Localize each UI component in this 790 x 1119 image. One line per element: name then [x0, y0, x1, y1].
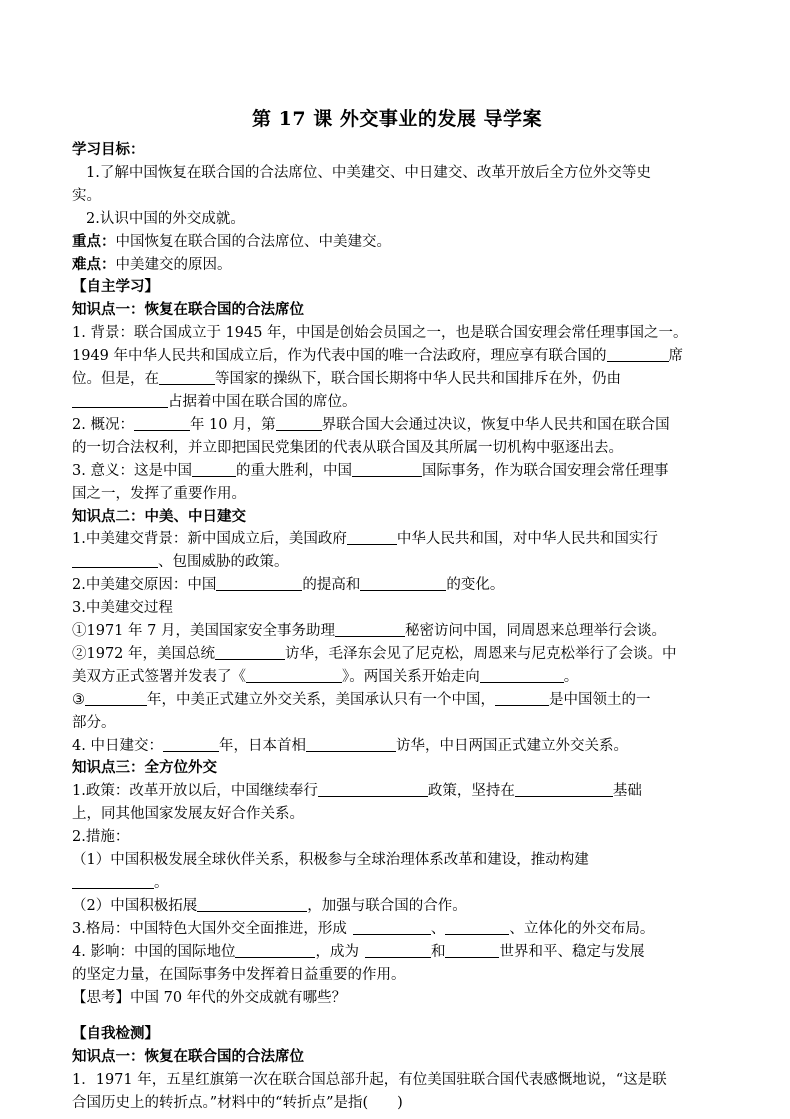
kp3-heading: 知识点三：全方位外交 [72, 759, 217, 777]
kp3-line: 2.措施： [72, 829, 130, 846]
fill-blank[interactable] [495, 690, 549, 706]
kp3-line: 4. 影响：中国的国际地位 ，成为 和 世界和平、稳定与发展 [72, 943, 645, 960]
fill-blank[interactable] [365, 942, 431, 958]
fill-blank[interactable] [445, 942, 499, 958]
objectives-heading: 学习目标： [72, 141, 145, 158]
kp2-line: 、包围威胁的政策。 [72, 551, 722, 574]
self-study-heading: 【自主学习】 [72, 278, 159, 296]
kp2-line: 4. 中日建交： 年，日本首相 访华，中日两国正式建立外交关系。 [72, 737, 628, 754]
fill-blank[interactable] [163, 736, 219, 752]
difficult-point [72, 254, 722, 277]
kp1-line: 的一切合法权利，并立即把国民党集团的代表从联合国及其所属一切机构中驱逐出去。 [72, 439, 623, 456]
page-title: 第 17 课 外交事业的发展 导学案 [252, 108, 542, 130]
self-test-heading: 【自我检测】 [72, 1025, 159, 1043]
question-1: 1．1971 年，五星红旗第一次在联合国总部升起，有位美国驻联合国代表感慨地说，“这是联 [72, 1072, 667, 1089]
kp2-line: ①1971 年 7 月，美国国家安全事务助理 秘密访问中国，同周恩来总理举行会谈。 [72, 623, 666, 640]
kp1-heading: 知识点一：恢复在联合国的合法席位 [72, 301, 304, 319]
kp2-line: 美双方正式签署并发表了《 》。两国关系开始走向 。 [72, 668, 579, 685]
kp2-heading: 知识点二：中美、中日建交 [72, 507, 246, 525]
kp2-line: 1.中美建交背景：新中国成立后，美国政府 中华人民共和国，对中华人民共和国实行 [72, 531, 658, 548]
fill-blank[interactable] [85, 690, 147, 706]
objective-2: 2.认识中国的外交成就。 [86, 210, 245, 227]
kp3-line: 1.政策：改革开放以后，中国继续奉行 政策，坚持在 基础 [72, 783, 642, 800]
kp3-line: 上，同其他国家发展友好合作关系。 [72, 806, 304, 823]
fill-blank[interactable] [347, 529, 397, 545]
difficult-point-label: 难点： [72, 255, 116, 273]
think-prompt: 【思考】中国 70 年代的外交成就有哪些？ [72, 989, 347, 1006]
fill-blank[interactable] [352, 461, 422, 477]
kp2-line: ③ 年，中美正式建立外交关系，美国承认只有一个中国， 是中国领土的一 [72, 691, 651, 708]
fill-blank[interactable] [445, 919, 509, 935]
fill-blank[interactable] [192, 461, 236, 477]
fill-blank[interactable] [159, 369, 215, 385]
objective-1: 1.了解中国恢复在联合国的合法席位、中美建交、中日建交、改革开放后全方位外交等史 [86, 164, 651, 181]
fill-blank[interactable] [335, 621, 405, 637]
kp2-line: ②1972 年，美国总统 访华，毛泽东会见了尼克松，周恩来与尼克松举行了会谈。中 [72, 645, 677, 662]
key-point-text: 中国恢复在联合国的合法席位、中美建交。 [115, 233, 391, 250]
fill-blank[interactable] [480, 667, 564, 683]
question-1-cont: 合国历史上的转折点。”材料中的“转折点”是指( ) [72, 1095, 403, 1112]
kp2-line: 2.中美建交原因：中国 的提高和 的变化。 [72, 577, 505, 594]
kp3-line: 的坚定力量，在国际事务中发挥着日益重要的作用。 [72, 966, 406, 983]
kp1-line: 1. 背景：联合国成立于 1945 年，中国是创始会员国之一，也是联合国安理会常任理事国之一。 [72, 325, 688, 342]
key-point [72, 231, 722, 254]
kp3-line: 3.格局：中国特色大国外交全面推进，形成 、 、立体化的外交布局。 [72, 920, 655, 937]
kp1-line: 1949 年中华人民共和国成立后，作为代表中国的唯一合法政府，理应享有联合国的 席 [72, 348, 684, 365]
fill-blank[interactable] [72, 873, 154, 889]
fill-blank[interactable] [607, 346, 669, 362]
key-point-label: 重点： [72, 232, 116, 250]
fill-blank[interactable] [353, 919, 431, 935]
kp1-line: 3. 意义：这是中国 的重大胜利，中国 国际事务，作为联合国安理会常任理事 [72, 462, 669, 479]
fill-blank[interactable] [235, 942, 315, 958]
fill-blank[interactable] [197, 896, 307, 912]
fill-blank[interactable] [216, 575, 302, 591]
fill-blank[interactable] [318, 781, 428, 797]
difficult-point-text: 中美建交的原因。 [115, 256, 232, 273]
fill-blank[interactable] [306, 736, 396, 752]
kp1-line: 国之一，发挥了重要作用。 [72, 485, 246, 502]
kp2-line: 部分。 [72, 714, 116, 731]
fill-blank[interactable] [72, 552, 158, 568]
kp2-line: 3.中美建交过程 [72, 600, 173, 617]
fill-blank[interactable] [134, 415, 190, 431]
kp3-line: 。 [72, 872, 722, 895]
fill-blank[interactable] [360, 575, 446, 591]
kp3-line: （1）中国积极发展全球伙伴关系，积极参与全球治理体系改革和建设，推动构建 [72, 852, 589, 869]
fill-blank[interactable] [246, 667, 342, 683]
fill-blank[interactable] [276, 415, 322, 431]
kp1-line: 2. 概况： 年 10 月，第 界联合国大会通过决议，恢复中华人民共和国在联合国 [72, 416, 670, 433]
fill-blank[interactable] [215, 644, 285, 660]
objective-1-cont: 实。 [72, 187, 101, 204]
self-test-kp1-heading: 知识点一：恢复在联合国的合法席位 [72, 1048, 304, 1066]
fill-blank[interactable] [515, 781, 613, 797]
kp1-line: 占据着中国在联合国的席位。 [72, 391, 722, 414]
kp3-line: （2）中国积极拓展 ，加强与联合国的合作。 [72, 897, 467, 914]
kp1-line: 位。但是，在 等国家的操纵下，联合国长期将中华人民共和国排斥在外，仍由 [72, 371, 621, 388]
fill-blank[interactable] [72, 392, 168, 408]
